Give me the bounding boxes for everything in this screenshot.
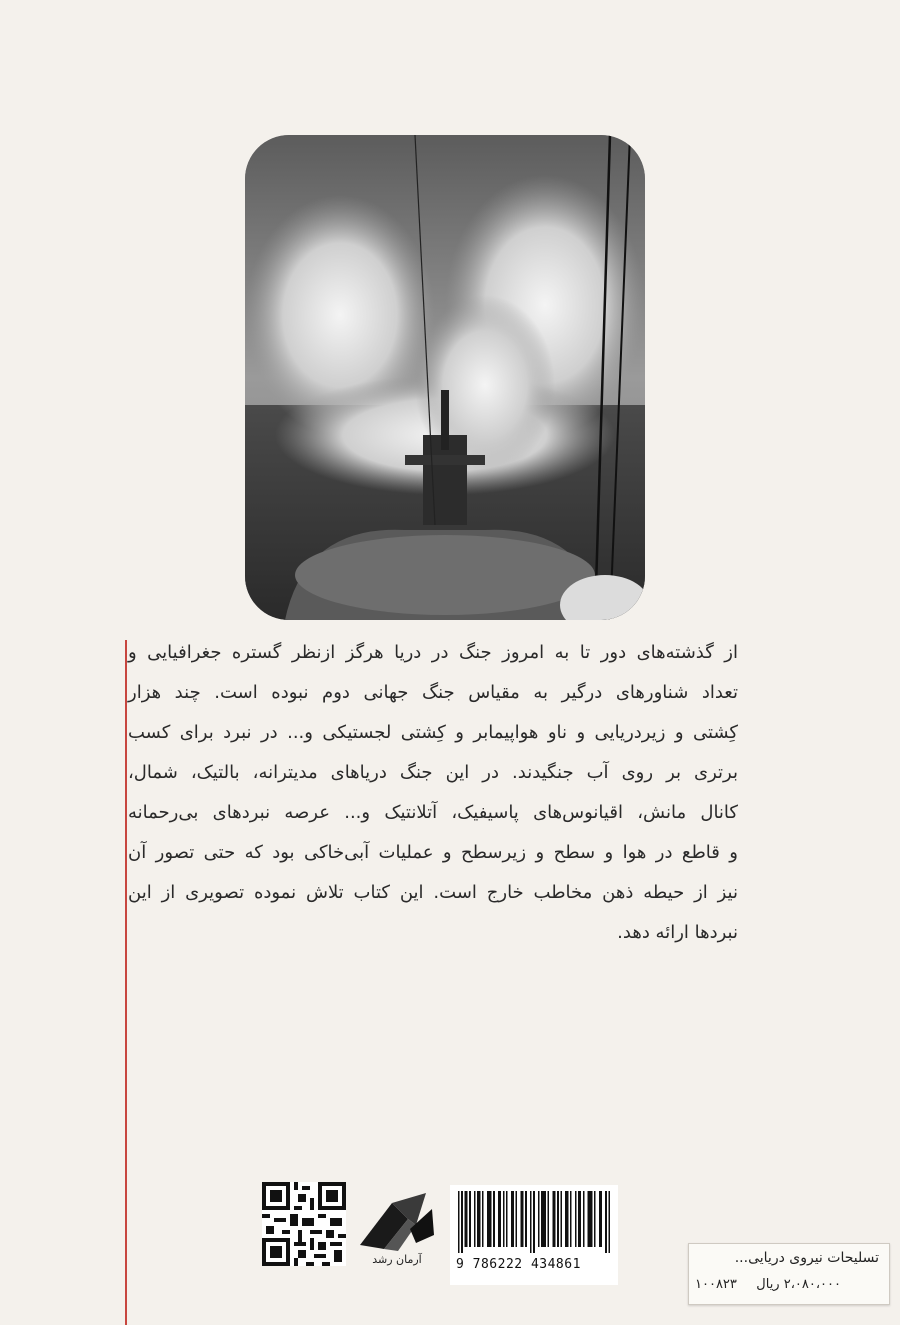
- isbn-digits: 9 786222 434861: [456, 1257, 581, 1272]
- cover-photo-ship-depth-charge: [245, 135, 645, 620]
- sticker-title: تسلیحات نیروی دریایی...: [734, 1250, 879, 1266]
- back-cover-blurb: [128, 633, 738, 953]
- ship-explosion-image: [245, 135, 645, 620]
- isbn-barcode: [450, 1185, 618, 1285]
- publisher-name: آرمان رشد: [372, 1253, 422, 1266]
- blurb-line: کانال مانش، اقیانوس‌های پاسیفیک، آتلانتیک و... عرصه نبردهای بی‌رحمانه: [128, 802, 738, 823]
- sticker-code: ۱۰۰۸۲۳: [695, 1277, 737, 1292]
- blurb-line: و قاطع در هوا و سطح و زیرسطح و عملیات آبی‌خاکی بود که حتی تصور آن: [128, 842, 738, 863]
- blurb-line: برتری بر روی آب جنگیدند. در این جنگ دریاهای مدیترانه، بالتیک، شمال،: [128, 762, 738, 783]
- price-sticker: [688, 1243, 890, 1305]
- barcode-icon: [458, 1191, 610, 1253]
- red-vertical-rule: [125, 640, 127, 1325]
- qr-code-icon: [262, 1182, 346, 1266]
- blurb-line: تعداد شناورهای درگیر به مقیاس جنگ جهانی دوم نبوده است. چند هزار: [128, 682, 738, 703]
- blurb-line: نبردها ارائه دهد.: [617, 922, 738, 943]
- blurb-line: کِشتی و زیردریایی و ناو هواپیمابر و کِشتی لجستیکی و... در نبرد برای کسب: [128, 722, 738, 743]
- sticker-price: ۲،۰۸۰،۰۰۰ ریال: [756, 1277, 841, 1292]
- blurb-line: از گذشته‌های دور تا به امروز جنگ در دریا هرگز ازنظر گستره جغرافیایی و: [128, 642, 738, 663]
- blurb-line: نیز از حیطه ذهن مخاطب خارج است. این کتاب تلاش نموده تصویری از این: [128, 882, 738, 903]
